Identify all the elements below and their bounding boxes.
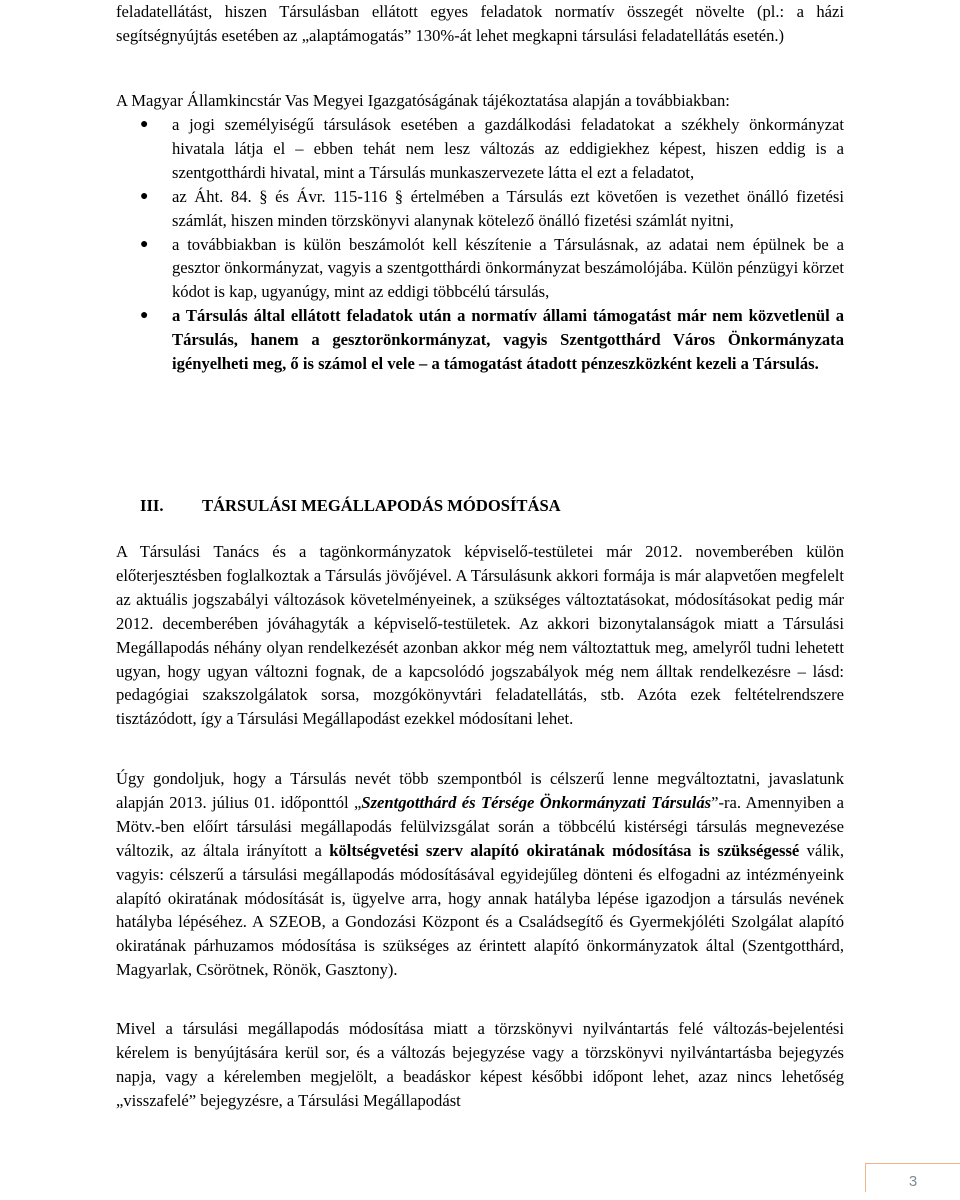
paragraph-2 (116, 767, 844, 982)
list-item (116, 113, 844, 185)
page-number: 3 (865, 1163, 960, 1192)
bullet-list (116, 113, 844, 376)
section-number: III. (140, 496, 164, 515)
list-item-text: a jogi személyiségű társulások esetében a gazdálkodási feladatokat a székhely önkormányzat hivatala látja el – ebben tehát nem lesz változás az eddigiekhez képest, hiszen eddig is a szentgotthárdi hivatal, mint a Társulás munkaszervezete látta el ezt a feladatot, (172, 115, 844, 182)
paragraph-3: Mivel a társulási megállapodás módosítása miatt a törzskönyvi nyilvántartás felé változás-bejelentési kérelem is benyújtására kerül sor, és a változás bejegyzése vagy a törzskönyvi nyilvántartásba bejegyzés napja, vagy a kérelemben megjelölt, a beadáskor képest későbbi időpont lehet, azaz nincs lehetőség „visszafelé” bejegyzésre, a Társulási Megállapodást (116, 1019, 844, 1110)
section-heading (140, 494, 561, 518)
bullet-icon: ● (140, 117, 149, 132)
list-item (116, 304, 844, 376)
section-title: TÁRSULÁSI MEGÁLLAPODÁS MÓDOSÍTÁSA (202, 496, 561, 515)
list-item (116, 185, 844, 233)
intro-paragraph: A Magyar Államkincstár Vas Megyei Igazgatóságának tájékoztatása alapján a továbbiakban: (116, 91, 730, 110)
list-item-text: a Társulás által ellátott feladatok után a normatív állami támogatást már nem közvetlenül a Társulás, hanem a gesztorönkormányzat, vagyis Szentgotthárd Város Önkormányzata igényelheti meg, ő is számol el vele – a támogatást átadott pénzeszközként kezeli a Társulás. (172, 306, 844, 374)
paragraph-2-part2: ”-ra. Amennyiben a Mötv.-ben előírt társulási megállapodás felülvizsgálat során a többcélú kistérségi társulás megnevezése változik, az általa irányított a (116, 792, 844, 860)
bullet-icon: ● (140, 308, 149, 324)
association-name: Szentgotthárd és Térsége Önkormányzati Társulás (361, 792, 712, 812)
list-item-text: az Áht. 84. § és Ávr. 115-116 § értelmében a Társulás ezt követően is vezethet önálló fizetési számlát, hiszen minden törzskönyvi alanynak kötelező önálló fizetési számlát nyitni, (172, 186, 844, 230)
list-item-text: a továbbiakban is külön beszámolót kell készítenie a Társulásnak, az adatai nem épülnek be a gesztor önkormányzat, vagyis a szentgotthárdi önkormányzat beszámolójába. Külön pénzügyi körzet kódot is kap, ugyanúgy, mint az eddigi többcélú társulás, (172, 234, 844, 302)
top-paragraph: feladatellátást, hiszen Társulásban ellátott egyes feladatok normatív összegét növelte (pl.: a házi segítségnyújtás esetében az „alaptámogatás” 130%-át lehet megkapni társulási feladatellátás esetén.) (116, 2, 844, 45)
bullet-icon: ● (140, 188, 149, 204)
paragraph-2-bold: költségvetési szerv alapító okiratának módosítása is szükségessé (329, 840, 800, 860)
bullet-icon: ● (140, 236, 149, 252)
paragraph-2-part3: válik, vagyis: célszerű a társulási megállapodás módosításával egyidejűleg dönteni és elfogadni az intézményeink alapító okiratának módosítását is, ügyelve arra, hogy annak hatályba lépése igazodjon a társulás nevének hatályba lépéséhez. A SZEOB, a Gondozási Központ és a Családsegítő és Gyermekjóléti Szolgálat alapító okiratának párhuzamos módosítása is szükséges az érintett alapító önkormányzatok által (Szentgotthárd, Magyarlak, Csörötnek, Rönök, Gasztony). (116, 840, 844, 980)
paragraph-2-part1: Úgy gondoljuk, hogy a Társulás nevét több szempontból is célszerű lenne megváltoztatni, javaslatunk alapján 2013. július 01. időponttól „ (116, 769, 844, 812)
list-item (116, 233, 844, 305)
paragraph-1: A Társulási Tanács és a tagönkormányzatok képviselő-testületei már 2012. novemberében külön előterjesztésben foglalkoztak a Társulás jövőjével. A Társulásunk akkori formája is már alapvetően megfelelt az aktuális jogszabályi változások követelményeinek, a szükséges változtatásokat, módosításokat pedig már 2012. decemberében jóváhagyták a képviselő-testületek. Az akkori bizonytalanságok miatt a Társulási Megállapodás néhány olyan rendelkezését azonban akkor még nem változtattuk meg, amelyről tudni lehetett ugyan, hogy ugyan változni fognak, de a kapcsolódó jogszabályok még nem álltak rendelkezésre – lásd: pedagógiai szakszolgálatok sorsa, mozgókönyvtári feladatellátás, stb. Azóta ezek feltételrendszere tisztázódott, így a Társulási Megállapodást ezekkel módosítani lehet. (116, 542, 844, 729)
